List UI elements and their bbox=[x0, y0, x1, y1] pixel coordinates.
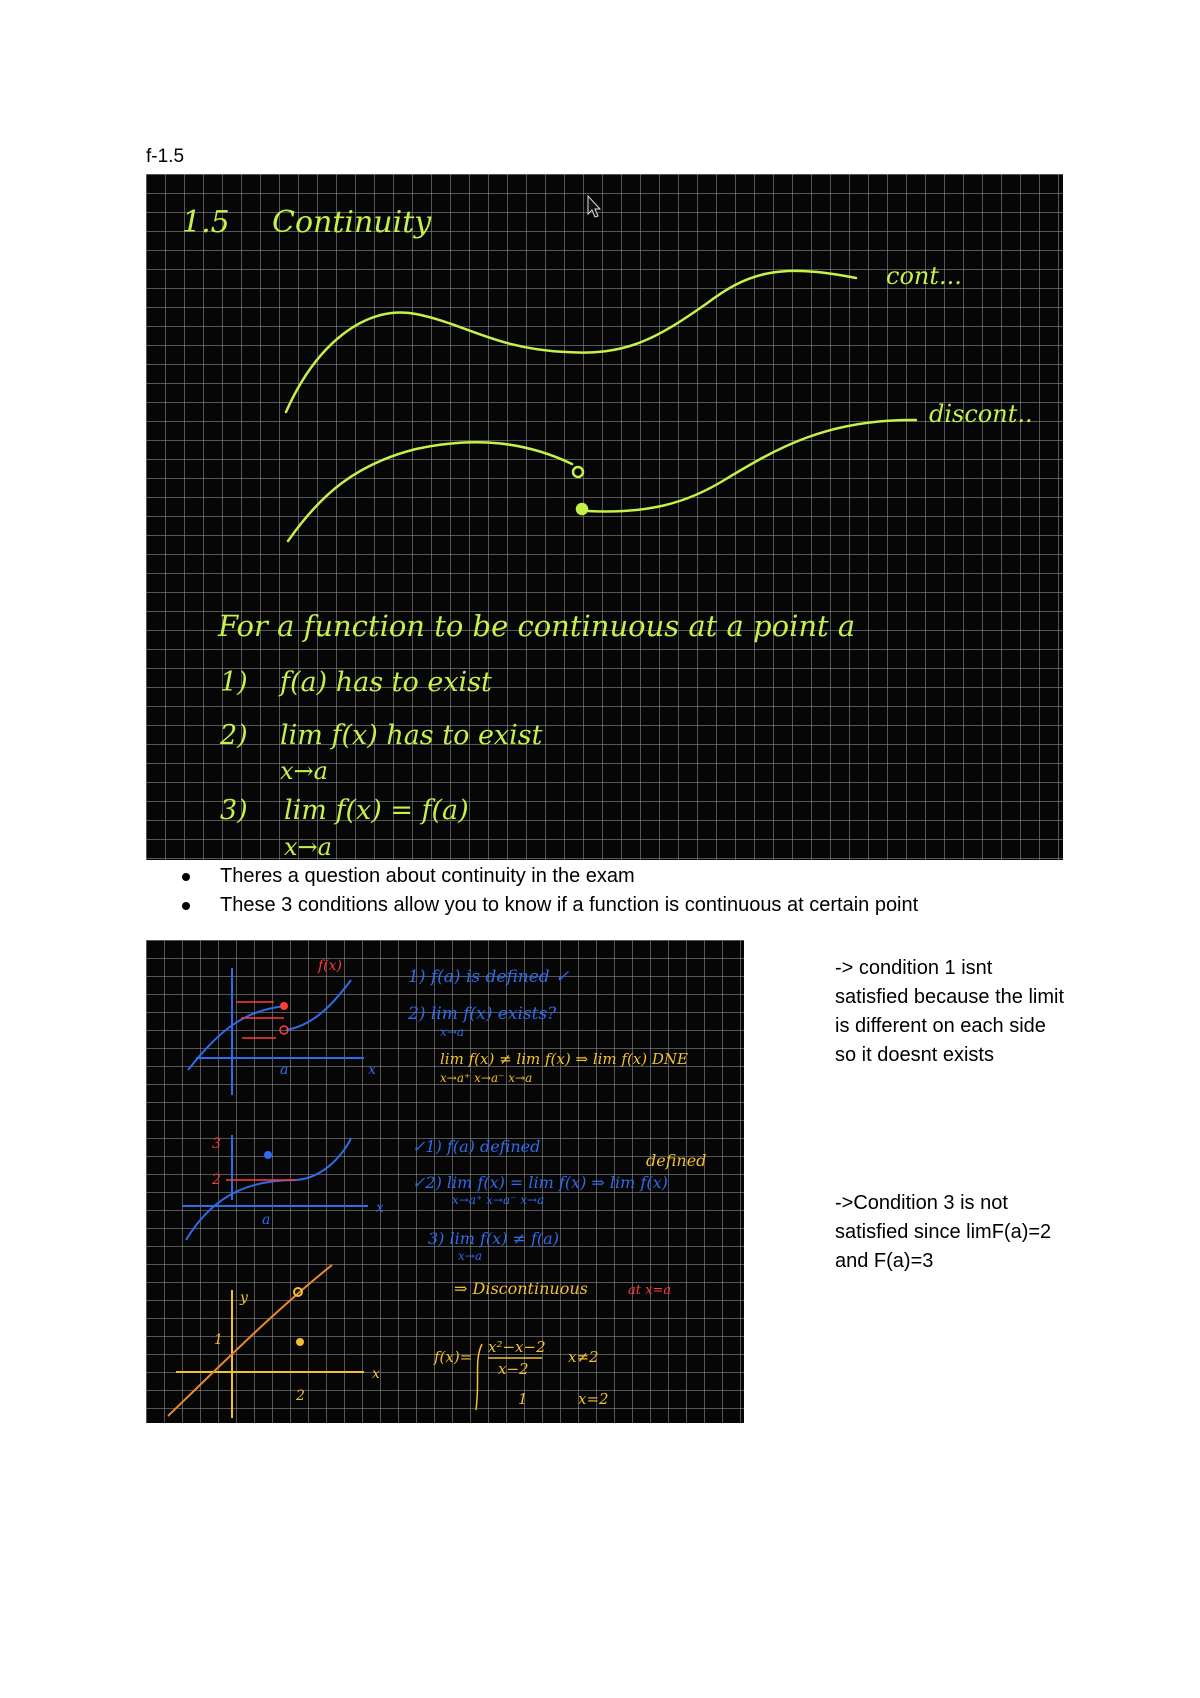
ex1-line3: lim f(x) ≠ lim f(x) ⇒ lim f(x) DNE bbox=[440, 1050, 688, 1068]
graph3-filled-point bbox=[296, 1338, 304, 1346]
ex2-defined-label: defined bbox=[646, 1151, 707, 1170]
note-condition-1: -> condition 1 isnt satisfied because the limit is different on each side so it doesnt exists bbox=[835, 957, 1065, 1066]
mouse-pointer-icon bbox=[588, 196, 600, 217]
piecewise-numerator: x²−x−2 bbox=[488, 1338, 546, 1356]
list-item: Theres a question about continuity in the exam bbox=[146, 862, 1146, 891]
condition-2-number: 2) bbox=[220, 720, 248, 751]
bullet-dot bbox=[182, 873, 190, 881]
condition-1-number: 1) bbox=[220, 667, 248, 698]
graph1-fx-label: f(x) bbox=[318, 958, 343, 974]
continuity-board-image bbox=[146, 174, 1063, 860]
ex2-line1: ✓1) f(a) defined bbox=[412, 1137, 541, 1156]
graph2-x-label: x bbox=[376, 1200, 384, 1216]
closed-endpoint bbox=[577, 504, 587, 514]
ex1-line1: 1) f(a) is defined ✓ bbox=[408, 967, 570, 987]
discontinuous-curve-right bbox=[587, 420, 916, 512]
graph3-tick-2: 2 bbox=[296, 1388, 305, 1404]
graph1-curve-right bbox=[286, 980, 351, 1030]
ex1-line2-sub: x→a bbox=[440, 1025, 464, 1039]
condition-2-subscript: x→a bbox=[280, 757, 328, 785]
graph1-x-label: x bbox=[368, 1062, 376, 1078]
piecewise-cond1: x≠2 bbox=[568, 1348, 599, 1366]
graph2-label-2: 2 bbox=[212, 1172, 221, 1188]
bullet-dot bbox=[182, 902, 190, 910]
discontinuous-curve-left bbox=[288, 442, 572, 541]
label-discontinuous: discont.. bbox=[929, 400, 1033, 428]
bullet-list bbox=[146, 862, 1146, 920]
condition-3-number: 3) bbox=[220, 795, 248, 826]
ex1-line2: 2) lim f(x) exists? bbox=[408, 1004, 557, 1024]
ex1-line3-sub: x→a⁺ x→a⁻ x→a bbox=[440, 1071, 533, 1085]
condition-1-text: f(a) has to exist bbox=[280, 667, 492, 698]
board-heading-word: Continuity bbox=[272, 205, 432, 240]
graph2-a-label: a bbox=[262, 1212, 271, 1228]
list-item: These 3 conditions allow you to know if a function is continuous at certain point bbox=[146, 891, 1146, 920]
ex2-at-label: at x=a bbox=[628, 1283, 672, 1298]
graph3-x-label: x bbox=[372, 1366, 380, 1382]
board-intro-text: For a function to be continuous at a point a bbox=[218, 609, 856, 643]
condition-2-text: lim f(x) has to exist bbox=[280, 720, 543, 751]
piecewise-value2: 1 bbox=[518, 1390, 528, 1408]
label-continuous: cont... bbox=[886, 262, 962, 290]
graph2-label-3: 3 bbox=[212, 1136, 221, 1152]
graph3-y-label: y bbox=[240, 1290, 248, 1306]
graph1-filled-point bbox=[280, 1002, 288, 1010]
ex2-line2-sub: x→a⁺ x→a⁻ x→a bbox=[452, 1193, 545, 1207]
note-condition-3: ->Condition 3 is not satisfied since limF(a)=2 and F(a)=3 bbox=[835, 1192, 1052, 1272]
graph1-a-label: a bbox=[280, 1062, 289, 1078]
piecewise-cond2: x=2 bbox=[578, 1390, 609, 1408]
page-title: f-1.5 bbox=[146, 146, 185, 167]
continuous-curve bbox=[286, 271, 856, 412]
ex2-line3: 3) lim f(x) ≠ f(a) bbox=[428, 1229, 559, 1248]
graph3-line bbox=[168, 1265, 332, 1416]
piecewise-denominator: x−2 bbox=[498, 1360, 529, 1378]
open-endpoint bbox=[573, 467, 583, 477]
ex2-line2: ✓2) lim f(x) = lim f(x) ⇒ lim f(x) bbox=[412, 1173, 668, 1192]
graph2-filled-point bbox=[264, 1151, 272, 1159]
graph3-tick-1: 1 bbox=[214, 1332, 223, 1348]
examples-board-image bbox=[146, 940, 744, 1423]
board-heading-number: 1.5 bbox=[182, 205, 230, 240]
ex2-line3-sub: x→a bbox=[458, 1249, 482, 1263]
ex2-line4: ⇒ Discontinuous bbox=[454, 1279, 588, 1298]
condition-3-text: lim f(x) = f(a) bbox=[284, 795, 469, 826]
piecewise-lhs: f(x)= bbox=[434, 1348, 473, 1366]
condition-3-subscript: x→a bbox=[284, 833, 332, 860]
